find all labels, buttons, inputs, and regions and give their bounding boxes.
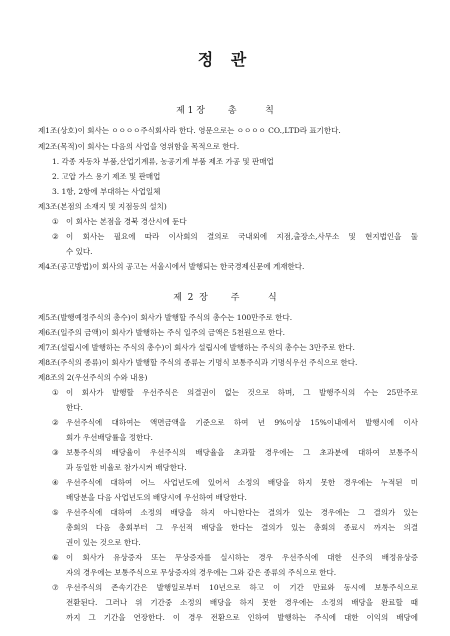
circled-number-2: ②	[52, 418, 59, 427]
paragraph-2-line-1: 우선주식에 대하여는 액면금액을 기준으로 하여 년 9%이상 15%이내에서 발행시에 이사	[66, 418, 418, 427]
paragraph-4-line-1: 우선주식에 대하여 어느 사업년도에 있어서 소정의 배당을 하지 못한 경우에는 누적된 미	[66, 478, 418, 487]
article-4: 제4조(공고방법)이 회사의 공고는 서울시에서 발행되는 한국경제신문에 게재한다.	[38, 262, 305, 271]
article-3: 제3조(본점의 소재지 및 지점등의 설치)	[38, 202, 167, 211]
paragraph-5-line-2: 총회의 다음 총회부터 그 우선적 배당을 한다는 결의가 있는 총회의 종료시 까지는 의결	[66, 523, 418, 532]
chapter-2-heading: 제 2 장 주 식	[173, 293, 277, 303]
paragraph-3-line-1: 보통주식의 배당율이 우선주식의 배당율을 초과할 경우에는 그 초과분에 대하여 보통주식	[66, 448, 418, 457]
paragraph-7-line-2: 전환된다. 그러나 위 기간중 소정의 배당을 하지 못한 경우에는 소정의 배당을 완료할 때	[66, 598, 418, 607]
article-5: 제5조(발행예정주식의 총수)이 회사가 발행할 주식의 총수는 100만주로 한다.	[38, 313, 293, 322]
article-3-paragraph-2-line-1: 이 회사는 필요에 따라 이사회의 결의로 국내외에 지점,출장소,사무소 및 현지법인을 둘	[66, 232, 418, 241]
circled-number-7: ⑦	[52, 583, 59, 592]
article-2-item-3: 3. 1항, 2항에 부대하는 사업일체	[52, 187, 161, 196]
circled-number-3: ③	[52, 448, 59, 457]
chapter-1-heading: 제 1 장 총 칙	[176, 106, 274, 116]
circled-number-2: ②	[52, 232, 59, 241]
paragraph-1-line-2: 한다.	[66, 403, 83, 412]
article-8: 제8조(주식의 종류)이 회사가 발행할 주식의 종류는 기명식 보통주식과 기명식우선 주식으로 한다.	[38, 358, 358, 367]
circled-number-1: ①	[52, 217, 59, 226]
circled-number-1: ①	[52, 388, 59, 397]
paragraph-5-line-3: 권이 있는 것으로 한다.	[66, 538, 141, 547]
circled-number-4: ④	[52, 478, 59, 487]
paragraph-6-line-2: 자의 경우에는 보통주식으로 무상증자의 경우에는 그와 같은 종류의 주식으로 한다.	[66, 568, 337, 577]
document-title: 정 관	[197, 50, 253, 69]
paragraph-6-line-1: 이 회사가 유상증자 또는 무상증자를 실시하는 경우 우선주식에 대한 신주의 배정유상증	[66, 553, 418, 562]
article-8-2: 제8조의 2(우선주식의 수와 내용)	[38, 373, 148, 382]
paragraph-4-line-2: 배당분을 다음 사업년도의 배당시에 우선하여 배당한다.	[66, 493, 247, 502]
article-1: 제1조(상호)이 회사는 ㅇㅇㅇㅇ주식회사라 한다. 영문으로는 ㅇㅇㅇㅇ CO.,LTD라 표기한다.	[38, 126, 341, 135]
article-6: 제6조(일주의 금액)이 회사가 발행하는 주식 일주의 금액은 5천원으로 한다.	[38, 328, 285, 337]
article-2-item-2: 2. 고압 가스 용기 제조 및 판매업	[52, 172, 161, 181]
article-7: 제7조(설립시에 발행하는 주식의 총수)이 회사가 설립시에 발행하는 주식의 총수는 3만주로 한다.	[38, 343, 355, 352]
paragraph-3-line-2: 과 동일한 비율로 참가시켜 배당한다.	[66, 463, 187, 472]
paragraph-7-line-1: 우선주식의 존속기간은 발행일로부터 10년으로 하고 이 기간 만료와 동시에 보통주식으로	[66, 583, 418, 592]
circled-number-6: ⑥	[52, 553, 59, 562]
paragraph-1-line-1: 이 회사가 발행할 우선주식은 의결권이 없는 것으로 하며, 그 발행주식의 수는 25만주로	[66, 388, 418, 397]
circled-number-5: ⑤	[52, 508, 59, 517]
paragraph-5-line-1: 우선주식에 대하여 소정의 배당을 하지 아니한다는 결의가 있는 경우에는 그 결의가 있는	[66, 508, 418, 517]
article-2: 제2조(목적)이 회사는 다음의 사업을 영위함을 목적으로 한다.	[38, 142, 240, 151]
article-2-item-1: 1. 각종 자동차 부품,산업기계류, 농공기계 부품 제조 가공 및 판매업	[52, 157, 274, 166]
paragraph-7-line-3: 까지 그 기간을 연장한다. 이 경우 전환으로 인하여 발행하는 주식에 대한 이익의 배당에	[66, 613, 418, 622]
paragraph-2-line-2: 회가 우선배당률을 정한다.	[66, 433, 153, 442]
article-3-paragraph-2-line-2: 수 있다.	[66, 247, 93, 256]
article-3-paragraph-1: 이 회사는 본점을 경북 경산시에 둔다	[66, 217, 187, 226]
